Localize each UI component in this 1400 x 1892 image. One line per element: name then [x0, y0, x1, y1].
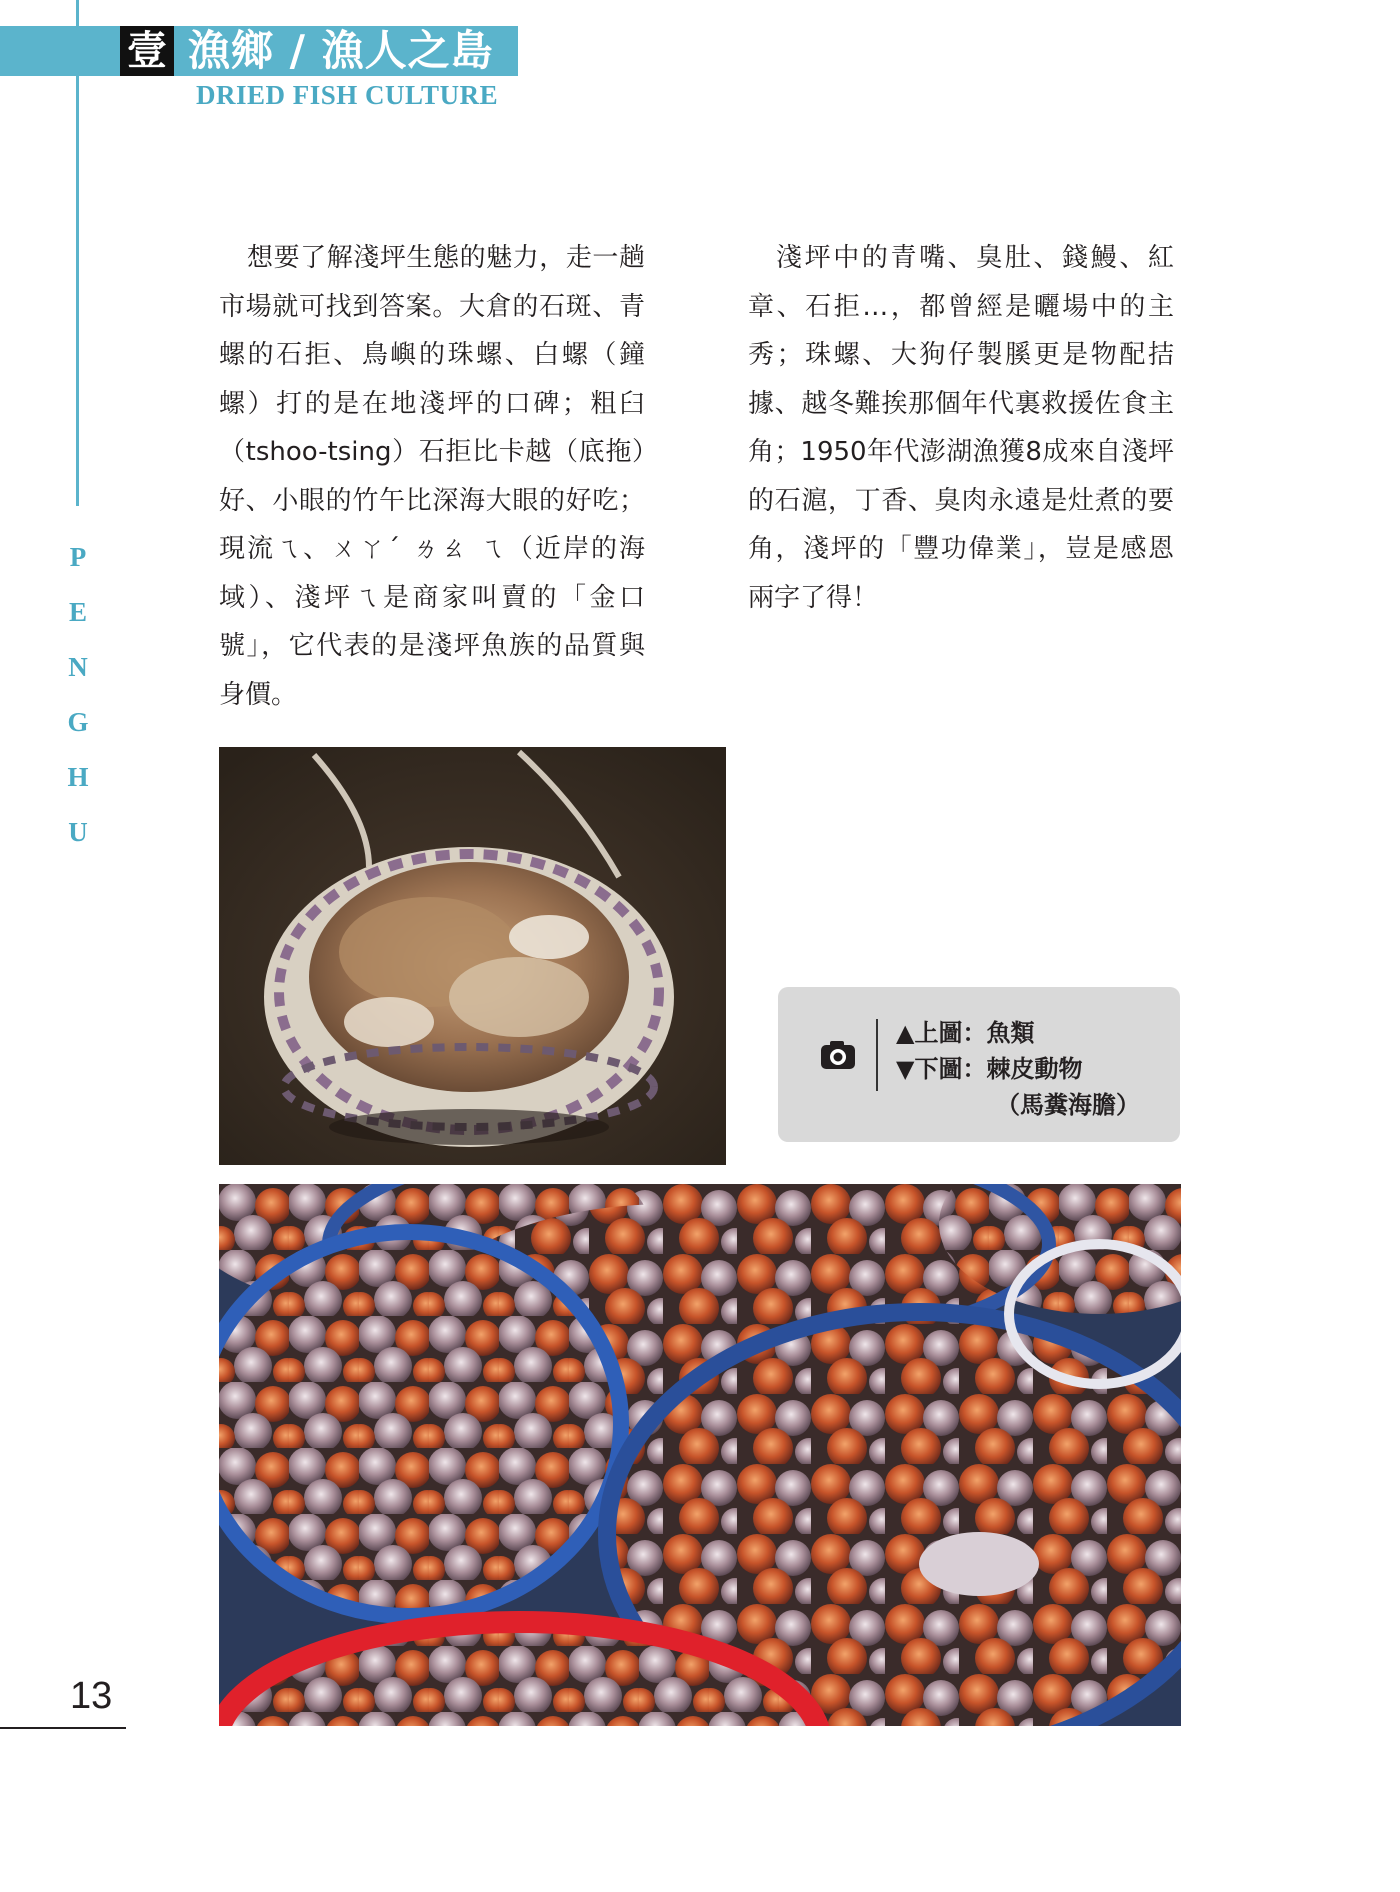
side-letter: H [67, 762, 89, 792]
section-subtitle: DRIED FISH CULTURE [196, 80, 499, 110]
margin-rule [76, 0, 79, 506]
caption-line-top: ▲上圖：魚類 [896, 1019, 1035, 1047]
chapter-mark: 壹 [120, 26, 174, 76]
side-letter: U [68, 817, 88, 847]
side-letter: P [69, 542, 87, 572]
article-paragraph: 淺坪中的青嘴、臭肚、錢鰻、紅章、石拒…，都曾經是曬場中的主秀；珠螺、大狗仔製膎更是物配拮據、越冬難挨那個年代裏救援佐食主角；1950年代澎湖漁獲8成來自淺坪的石滬，丁香、臭肉永遠是灶煮的要角，淺坪的「豐功偉業」，豈是感恩兩字了得！ [748, 243, 1174, 613]
article-column-right [748, 234, 1174, 622]
caption-divider [876, 1019, 878, 1091]
fish-basket-photo [219, 747, 726, 1165]
caption-line-bottom: ▼下圖：棘皮動物 [896, 1055, 1083, 1083]
caption-line-note: （馬糞海膽） [996, 1091, 1140, 1119]
side-label-penghu [58, 530, 98, 860]
page-number: 13 [70, 1675, 113, 1717]
side-letter: N [68, 652, 88, 682]
article-paragraph: 想要了解淺坪生態的魅力，走一趟市場就可找到答案。大倉的石斑、青螺的石拒、鳥嶼的珠螺、白螺（鐘螺）打的是在地淺坪的口碑；粗臼（tshoo-tsing）石拒比卡越（底拖）好、小眼的竹午比深海大眼的好吃；現流ㄟ、ㄨㄚˊ ㄌㄠ ㄟ（近岸的海域）、淺坪ㄟ是商家叫賣的「金口號」，它代表的是淺坪魚族的品質與身價。 [219, 243, 645, 710]
article-column-left [219, 234, 645, 719]
camera-icon [818, 1035, 858, 1075]
side-letter: E [68, 597, 87, 627]
photo-caption [778, 987, 1180, 1142]
side-letter: G [67, 707, 89, 737]
chapter-title: 漁鄉 / 漁人之島 [188, 26, 494, 75]
page-number-rule [0, 1727, 126, 1729]
caption-text [896, 1015, 1140, 1123]
sea-urchin-photo [219, 1184, 1181, 1726]
